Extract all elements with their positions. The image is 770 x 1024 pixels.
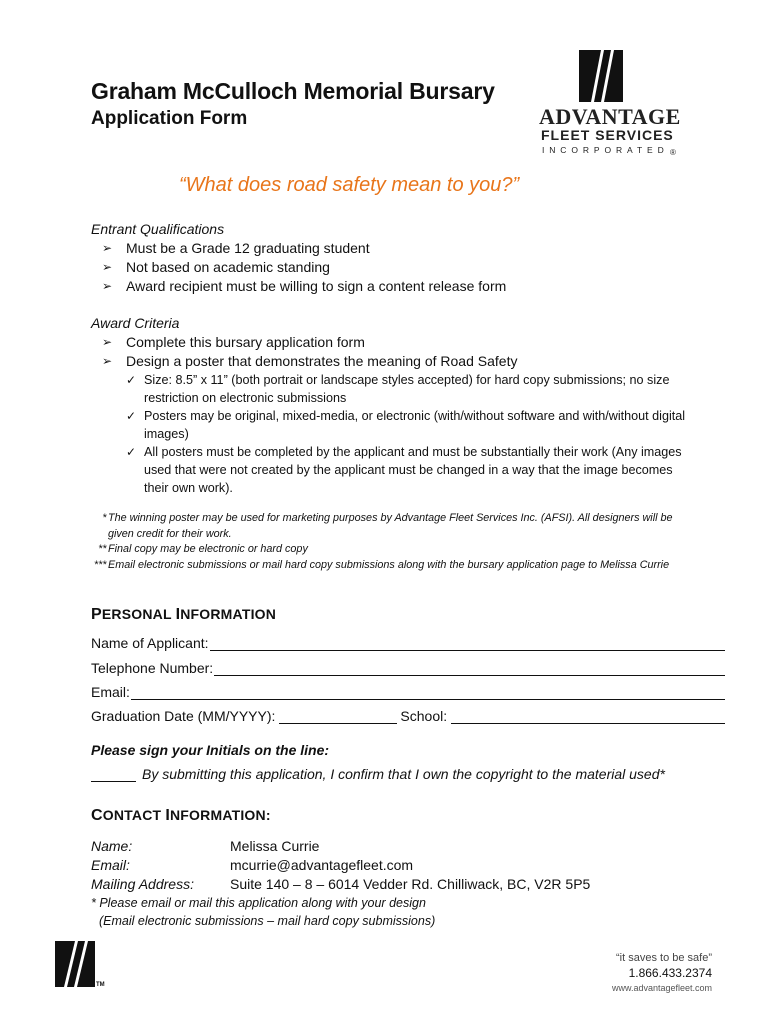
footnote: * The winning poster may be used for marketing purposes by Advantage Fleet Services Inc. (AFSI). All designers will be given credit for their work. xyxy=(102,512,673,540)
telephone-input[interactable] xyxy=(214,661,725,676)
copyright-statement: By submitting this application, I confirm that I own the copyright to the material used* xyxy=(142,766,665,782)
list-item: ➢ Complete this bursary application form xyxy=(102,334,365,350)
qualifications-list xyxy=(91,239,711,296)
contact-name-value: Melissa Currie xyxy=(230,838,320,854)
graduation-date-label: Graduation Date (MM/YYYY): xyxy=(91,708,276,724)
telephone-label: Telephone Number: xyxy=(91,660,214,676)
telephone-field[interactable] xyxy=(91,660,725,676)
list-item: ➢ Design a poster that demonstrates the meaning of Road Safety xyxy=(102,353,518,369)
applicant-name-label: Name of Applicant: xyxy=(91,635,209,651)
criteria-section xyxy=(91,314,691,497)
copyright-confirmation xyxy=(91,766,665,782)
contact-address-label: Mailing Address: xyxy=(91,876,194,892)
initials-instruction: Please sign your Initials on the line: xyxy=(91,742,330,758)
criteria-list xyxy=(91,333,691,371)
logo-text-advantage: ADVANTAGE xyxy=(539,104,681,129)
arrow-bullet-icon: ➢ xyxy=(102,335,113,349)
contact-address-row xyxy=(91,875,590,894)
company-logo xyxy=(539,50,689,162)
contact-name-label: Name: xyxy=(91,838,133,854)
qualifications-label: Entrant Qualifications xyxy=(91,221,225,237)
contact-address-value: Suite 140 – 8 – 6014 Vedder Rd. Chilliwack, BC, V2R 5P5 xyxy=(230,876,591,892)
list-item: ✓ All posters must be completed by the applicant and must be substantially their work (Any images used that were not created by the applicant must be changed in a way that the image becomes their own work). xyxy=(126,445,682,495)
email-field[interactable] xyxy=(91,684,725,700)
arrow-bullet-icon: ➢ xyxy=(102,279,113,293)
applicant-name-field[interactable] xyxy=(91,635,725,651)
arrow-bullet-icon: ➢ xyxy=(102,354,113,368)
criteria-label: Award Criteria xyxy=(91,315,180,331)
email-label: Email: xyxy=(91,684,130,700)
list-item: ✓ Posters may be original, mixed-media, or electronic (with/without software and with/without digital images) xyxy=(126,409,686,441)
school-input[interactable] xyxy=(451,709,725,724)
contact-email-label: Email: xyxy=(91,857,130,873)
footnotes xyxy=(91,511,691,573)
contact-details xyxy=(91,837,590,894)
submission-note xyxy=(91,894,435,930)
contact-email-row xyxy=(91,856,590,875)
footer-website[interactable]: www.advantagefleet.com xyxy=(612,983,713,993)
submission-note-line: * Please email or mail this application along with your design xyxy=(91,896,426,910)
arrow-bullet-icon: ➢ xyxy=(102,260,113,274)
list-item: ➢ Must be a Grade 12 graduating student xyxy=(102,240,370,256)
submission-note-line: (Email electronic submissions – mail hard copy submissions) xyxy=(99,914,436,928)
registered-mark: ® xyxy=(670,148,676,157)
contact-info-heading: CONTACT INFORMATION: xyxy=(91,807,271,824)
email-input[interactable] xyxy=(131,685,725,700)
footer-contact xyxy=(612,951,712,996)
page-subtitle: Application Form xyxy=(91,108,248,129)
checkmark-icon: ✓ xyxy=(126,445,137,459)
list-item: ➢ Award recipient must be willing to sign a content release form xyxy=(102,278,507,294)
footer-logo-icon xyxy=(55,941,95,987)
graduation-date-input[interactable] xyxy=(279,709,397,724)
contest-question: “What does road safety mean to you?” xyxy=(179,174,520,196)
footer-slogan: “it saves to be safe” xyxy=(616,952,712,964)
logo-text-fleet-services: FLEET SERVICES xyxy=(541,127,674,143)
list-item: ➢ Not based on academic standing xyxy=(102,259,330,275)
initials-input[interactable] xyxy=(91,767,136,782)
logo-text-incorporated: INCORPORATED xyxy=(542,145,669,155)
poster-requirements-list xyxy=(91,371,691,497)
qualifications-section xyxy=(91,220,711,296)
applicant-name-input[interactable] xyxy=(210,636,725,651)
contact-name-row xyxy=(91,837,590,856)
contact-email-value[interactable]: mcurrie@advantagefleet.com xyxy=(230,857,414,873)
footnote: ** Final copy may be electronic or hard copy xyxy=(98,543,308,555)
trademark-mark: TM xyxy=(96,982,105,988)
personal-info-heading: PERSONAL INFORMATION xyxy=(91,606,277,623)
footer-phone: 1.866.433.2374 xyxy=(628,966,712,980)
list-item: ✓ Size: 8.5” x 11” (both portrait or landscape styles accepted) for hard copy submissions; no size restriction on electronic submissions xyxy=(126,373,670,405)
school-label: School: xyxy=(400,708,448,724)
arrow-bullet-icon: ➢ xyxy=(102,241,113,255)
page-title: Graham McCulloch Memorial Bursary xyxy=(91,78,495,104)
footnote: *** Email electronic submissions or mail hard copy submissions along with the bursary application page to Melissa Currie xyxy=(94,558,670,571)
checkmark-icon: ✓ xyxy=(126,409,137,423)
checkmark-icon: ✓ xyxy=(126,373,137,387)
graduation-school-row xyxy=(91,708,725,724)
logo-slash-icon xyxy=(579,50,623,102)
